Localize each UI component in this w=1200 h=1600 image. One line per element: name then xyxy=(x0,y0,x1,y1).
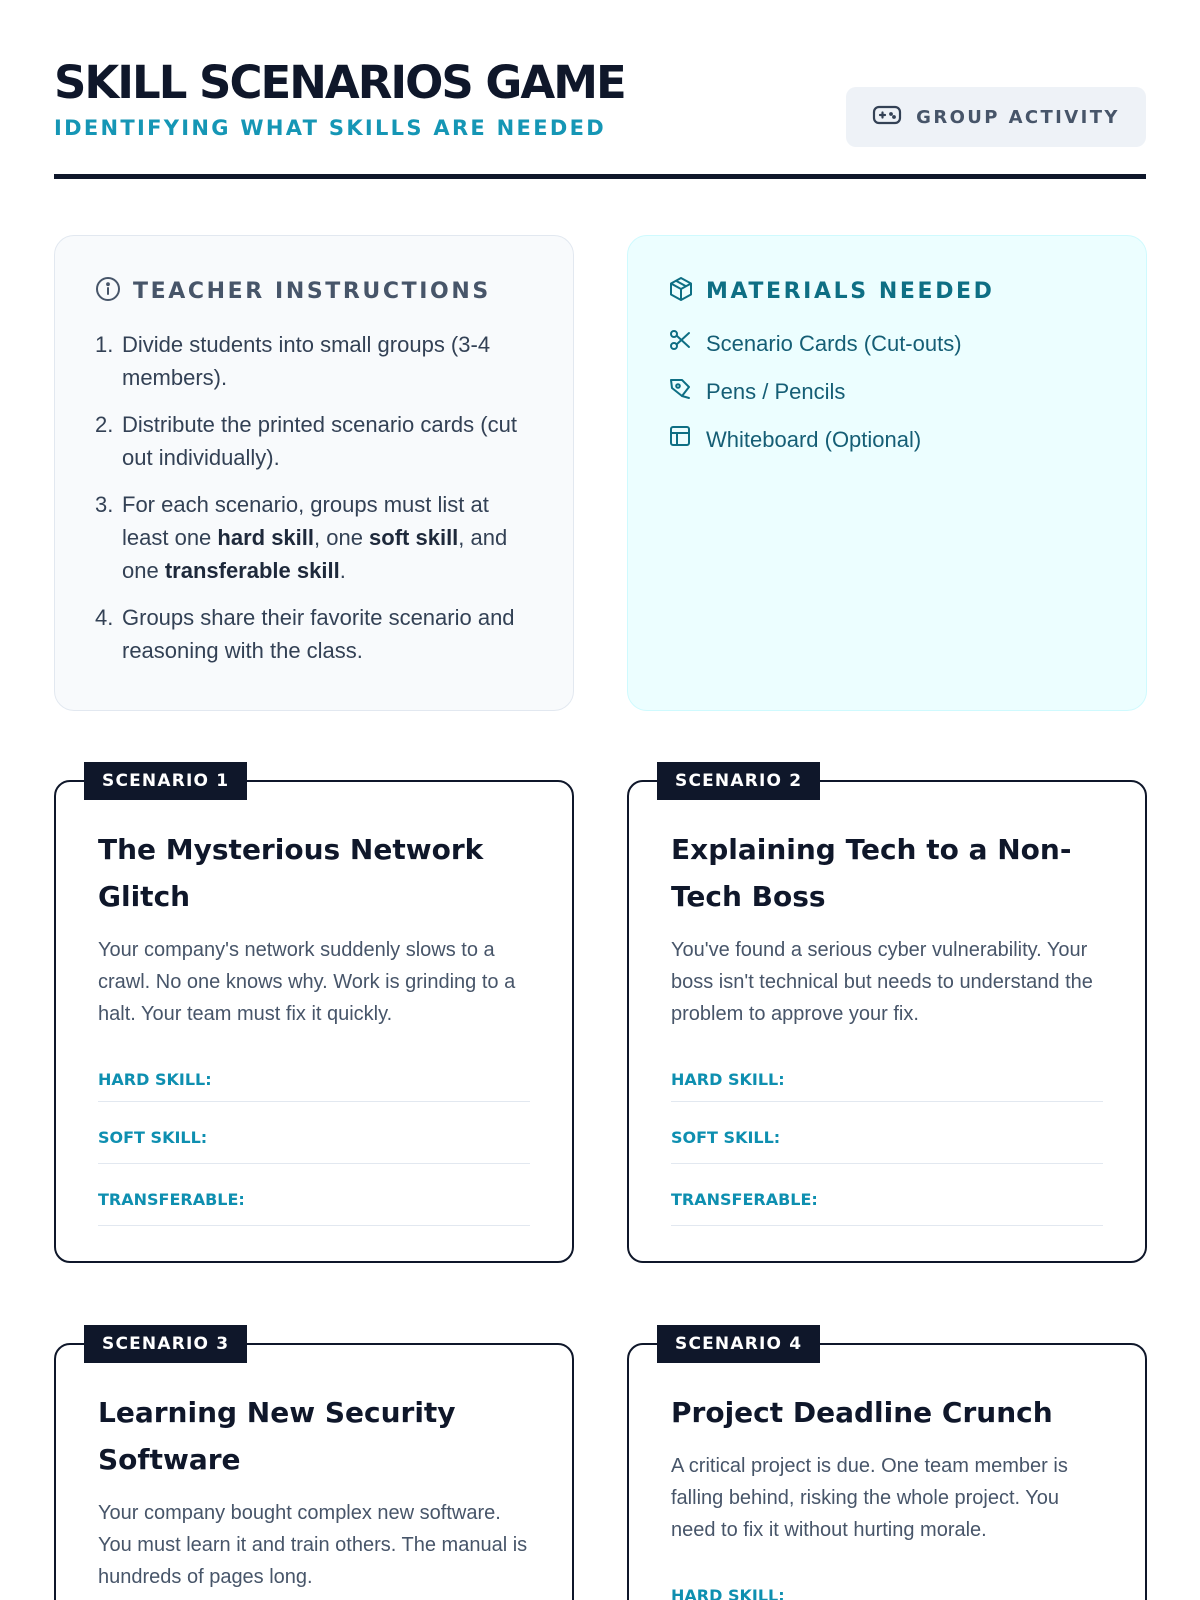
scenario-description: You've found a serious cyber vulnerability. Your boss isn't technical but needs to understand the problem to approve your fix. xyxy=(671,939,1093,1025)
step-number: 1. xyxy=(95,332,114,357)
soft-skill-emphasis: soft skill xyxy=(369,525,459,550)
layout-board-icon xyxy=(668,424,692,456)
scenario-card-4 xyxy=(627,1334,1147,1600)
step-text: Divide students into small groups (3-4 members). xyxy=(122,332,491,390)
hard-skill-emphasis: hard skill xyxy=(217,525,314,550)
info-circle-icon xyxy=(95,276,121,307)
page-subtitle: IDENTIFYING WHAT SKILLS ARE NEEDED xyxy=(54,116,606,140)
page-header xyxy=(54,58,1146,182)
skill-fields xyxy=(671,1070,1103,1226)
step-text-part: . xyxy=(339,558,346,583)
transferable-skill-field[interactable]: TRANSFERABLE: xyxy=(98,1164,530,1226)
list-item xyxy=(668,328,1106,360)
step-text-part: , one xyxy=(314,525,370,550)
group-activity-badge xyxy=(846,87,1146,147)
step-text: Groups share their favorite scenario and reasoning with the class. xyxy=(122,605,515,663)
materials-heading-row xyxy=(668,276,1106,306)
skill-fields xyxy=(98,1070,530,1226)
material-label: Scenario Cards (Cut-outs) xyxy=(706,331,962,356)
list-item xyxy=(95,328,533,394)
step-text-part: , and one xyxy=(122,525,508,583)
instructions-heading-row xyxy=(95,276,533,306)
scenario-tag: SCENARIO 1 xyxy=(84,762,247,800)
instructions-heading: TEACHER INSTRUCTIONS xyxy=(133,278,491,304)
step-number: 3. xyxy=(95,492,114,517)
step-number: 4. xyxy=(95,605,114,630)
scenario-description: A critical project is due. One team member is falling behind, risking the whole project. You need to fix it without hurting morale. xyxy=(671,1455,1068,1541)
scenario-tag: SCENARIO 3 xyxy=(84,1325,247,1363)
gamepad-icon xyxy=(872,103,902,132)
hard-skill-field[interactable]: HARD SKILL: xyxy=(98,1070,530,1102)
pen-tool-icon xyxy=(668,376,692,408)
materials-list xyxy=(668,328,1106,456)
hard-skill-field[interactable]: HARD SKILL: xyxy=(671,1070,1103,1102)
material-label: Whiteboard (Optional) xyxy=(706,427,922,452)
scenario-tag: SCENARIO 4 xyxy=(657,1325,820,1363)
hard-skill-field[interactable]: HARD SKILL: xyxy=(671,1586,1103,1600)
scenario-description: Your company bought complex new software. You must learn it and train others. The manual is hundreds of pages long. xyxy=(98,1502,528,1588)
scenario-card-3 xyxy=(54,1334,574,1600)
instructions-list xyxy=(95,328,533,667)
scenario-card-2 xyxy=(627,771,1147,1263)
scenario-card-1 xyxy=(54,771,574,1263)
list-item xyxy=(95,408,533,474)
transferable-skill-field[interactable]: TRANSFERABLE: xyxy=(671,1164,1103,1226)
soft-skill-field[interactable]: SOFT SKILL: xyxy=(98,1102,530,1164)
badge-label: GROUP ACTIVITY xyxy=(916,106,1120,128)
scenario-tag: SCENARIO 2 xyxy=(657,762,820,800)
materials-heading: MATERIALS NEEDED xyxy=(706,278,995,304)
scenario-title: Explaining Tech to a Non-Tech Boss xyxy=(671,833,1072,913)
header-divider xyxy=(54,174,1146,179)
page-title: SKILL SCENARIOS GAME xyxy=(54,56,625,109)
list-item xyxy=(95,601,533,667)
list-item xyxy=(668,424,1106,456)
step-text: Distribute the printed scenario cards (cut out individually). xyxy=(122,412,517,470)
scissors-icon xyxy=(668,328,692,360)
list-item xyxy=(668,376,1106,408)
material-label: Pens / Pencils xyxy=(706,379,846,404)
cube-icon xyxy=(668,276,694,307)
step-text-part: For each scenario, groups must list at least one xyxy=(122,492,489,550)
skill-fields xyxy=(671,1586,1103,1600)
materials-panel xyxy=(627,235,1147,711)
list-item xyxy=(95,488,533,587)
scenario-title: Project Deadline Crunch xyxy=(671,1396,1053,1429)
scenario-title: The Mysterious Network Glitch xyxy=(98,833,484,913)
step-text xyxy=(122,488,533,587)
soft-skill-field[interactable]: SOFT SKILL: xyxy=(671,1102,1103,1164)
scenario-title: Learning New Security Software xyxy=(98,1396,456,1476)
transferable-skill-emphasis: transferable skill xyxy=(164,558,340,583)
step-number: 2. xyxy=(95,412,114,437)
teacher-instructions-panel xyxy=(54,235,574,711)
scenario-description: Your company's network suddenly slows to a crawl. No one knows why. Work is grinding to a halt. Your team must fix it quickly. xyxy=(98,939,516,1025)
